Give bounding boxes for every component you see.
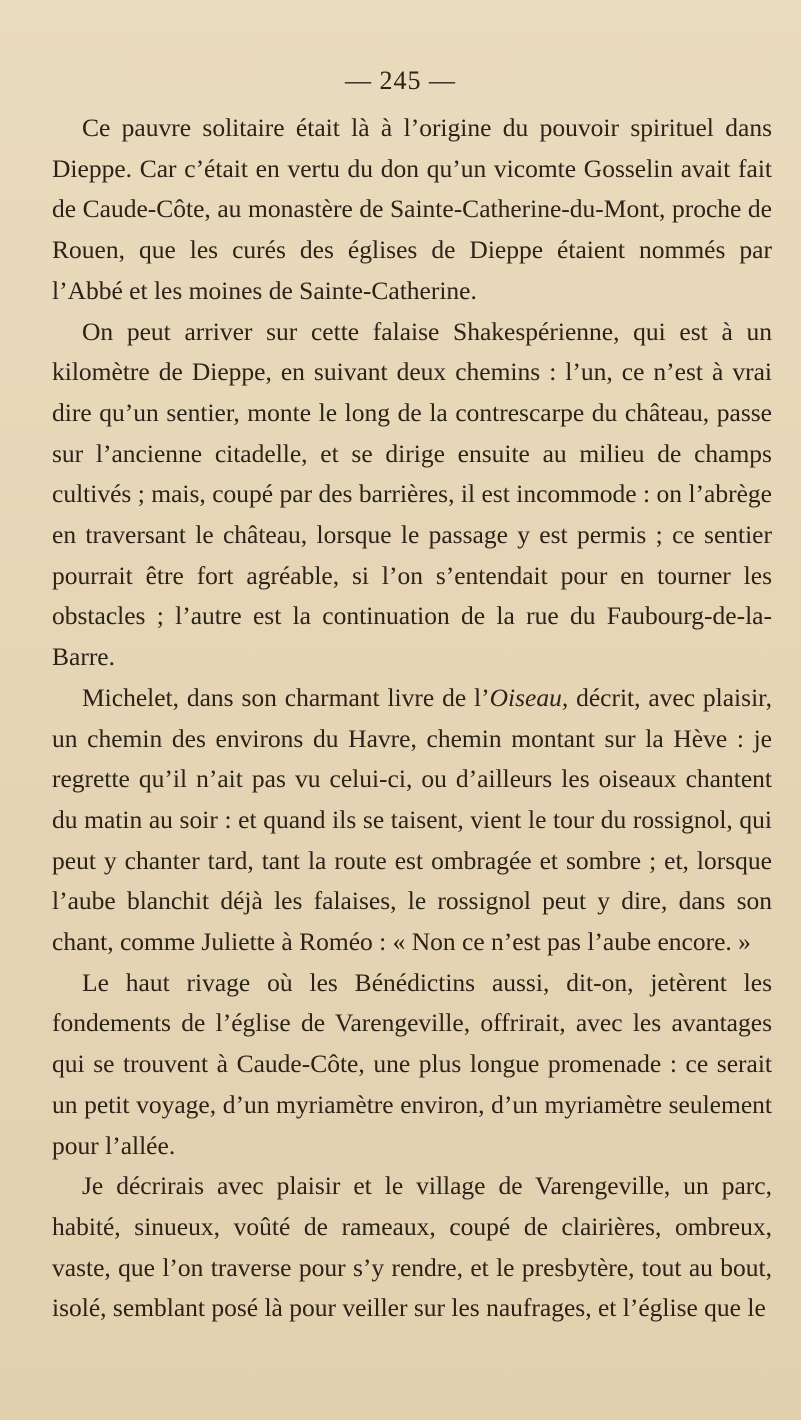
- paragraph-5: [52, 1166, 772, 1329]
- paragraph-3-text-start: Michelet, dans son charmant livre de l’: [82, 682, 490, 712]
- paragraph-1: [52, 108, 772, 312]
- paragraph-2: [52, 312, 772, 678]
- paragraph-5-text: Je décrirais avec plaisir et le village de Varengeville, un parc, habité, sinueux, voûté de rameaux, coupé de clairières, ombreux, vaste, que l’on traverse pour s’y rendre, et le presbytère, tout au bout, isolé, semblant posé là pour veiller sur les naufrages, et l’église que le: [52, 1171, 772, 1323]
- paragraph-4-text: Le haut rivage où les Bénédictins aussi, dit-on, jetèrent les fondements de l’église de Varengeville, offrirait, avec les avantages qui se trouvent à Caude-Côte, une plus longue promenade : ce serait un petit voyage, d’un myriamètre environ, d’un myriamètre seulement pour l’allée.: [52, 967, 772, 1160]
- page-number: — 245 —: [345, 66, 456, 95]
- paragraph-2-text: On peut arriver sur cette falaise Shakespérienne, qui est à un kilomètre de Dieppe, en suivant deux chemins : l’un, ce n’est à vrai dire qu’un sentier, monte le long de la contrescarpe du château, passe sur l’ancienne citadelle, et se dirige ensuite au milieu de champs cultivés ; mais, coupé par des barrières, il est incommode : on l’abrège en traversant le château, lorsque le passage y est permis ; ce sentier pourrait être fort agréable, si l’on s’entendait pour en tourner les obstacles ; l’autre est la continuation de la rue du Faubourg-de-la-Barre.: [52, 316, 772, 672]
- paragraph-3-text-end: décrit, avec plaisir, un chemin des environs du Havre, chemin montant sur la Hève : je regrette qu’il n’ait pas vu celui-ci, ou d’ailleurs les oiseaux chantent du matin au soir : et quand ils se taisent, vient le tour du rossignol, qui peut y chanter tard, tant la route est ombragée et sombre ; et, lorsque l’aube blanchit déjà les falaises, le rossignol peut y dire, dans son chant, comme Juliette à Roméo : « Non ce n’est pas l’aube encore. »: [52, 682, 772, 957]
- paragraph-1-text: Ce pauvre solitaire était là à l’origine du pouvoir spirituel dans Dieppe. Car c’était en vertu du don qu’un vicomte Gosselin avait fait de Caude-Côte, au monastère de Sainte-Catherine-du-Mont, proche de Rouen, que les curés des églises de Dieppe étaient nommés par l’Abbé et les moines de Sainte-Catherine.: [52, 113, 772, 305]
- body-text: [52, 108, 772, 1329]
- paragraph-4: [52, 963, 772, 1167]
- book-title-oiseau: Oiseau,: [489, 682, 569, 712]
- paragraph-3: [52, 678, 772, 963]
